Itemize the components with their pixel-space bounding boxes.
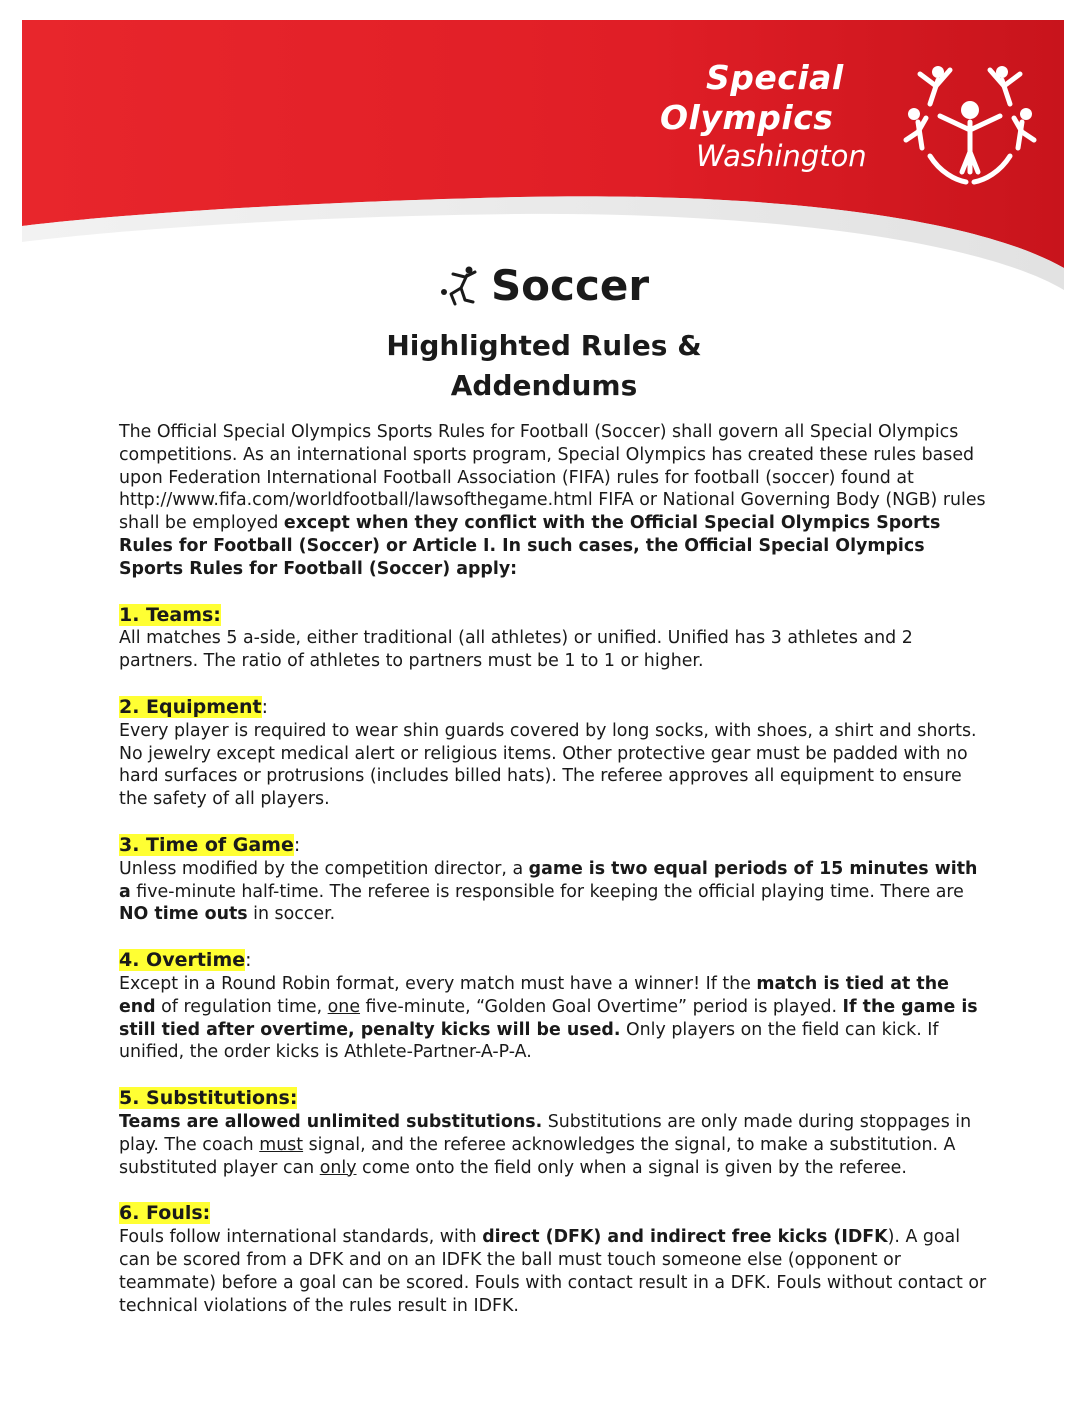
body-text: come onto the field only when a signal is given by the referee.: [356, 1157, 907, 1178]
soccer-player-icon: [439, 264, 481, 308]
body-bold: Teams are allowed unlimited substitutions.: [119, 1111, 543, 1132]
intro-paragraph: [119, 421, 989, 581]
section-body: [119, 973, 989, 1064]
body-text: of regulation time,: [155, 996, 328, 1017]
body-text: Substitutions are only made during stoppages in play. The coach: [119, 1111, 972, 1155]
heading-colon: :: [293, 833, 301, 856]
subtitle-line-1: Highlighted Rules &: [386, 329, 702, 362]
section-equipment: [119, 696, 989, 811]
subtitle-line-2: Addendums: [450, 369, 638, 402]
page-title: [439, 256, 649, 316]
section-heading: 1. Teams:: [119, 603, 221, 626]
section-heading: 5. Substitutions:: [119, 1087, 298, 1110]
special-olympics-logo-icon: [900, 52, 1040, 192]
section-time-of-game: [119, 834, 989, 926]
body-text: Unless modified by the competition director, a: [119, 858, 529, 879]
section-body: [119, 1226, 989, 1317]
body-text: five-minute half-time. The referee is responsible for keeping the official playing time. There are: [130, 881, 964, 902]
intro-bold: except when they conflict with the Official Special Olympics Sports Rules for Football (Soccer) or Article I. In such cases, the Official Special Olympics Sports Rules for Football (Soccer) apply:: [119, 513, 941, 579]
body-bold: match is tied at the end: [119, 973, 949, 1017]
subtitle: [0, 326, 1088, 406]
section-overtime: [119, 949, 989, 1064]
rules-content: [119, 421, 989, 1317]
body-underline: one: [327, 996, 361, 1017]
section-teams: [119, 604, 989, 673]
intro-text: The Official Special Olympics Sports Rules for Football (Soccer) shall govern all Special Olympics competitions. As an international sports program, Special Olympics has created these rules based upon Federation International Football Association (FIFA) rules for football (soccer) found at http://www.fifa.com/worldfootball/lawsofthegame.html FIFA or National Governing Body (NGB) rules shall be employed: [119, 422, 986, 534]
section-body: [119, 1111, 989, 1179]
logo-line-special: Special: [706, 58, 844, 97]
section-body: [119, 858, 989, 926]
section-body: Every player is required to wear shin guards covered by long socks, with shoes, a shirt and shorts. No jewelry except medical alert or religious items. Other protective gear must be padded with no hard surfaces or protrusions (includes billed hats). The referee approves all equipment to ensure the safety of all players.: [119, 720, 977, 810]
body-text: in soccer.: [247, 904, 336, 925]
logo-line-washington: Washington: [696, 139, 867, 173]
section-heading: 3. Time of Game: [119, 833, 294, 856]
logo-line-olympics: Olympics: [660, 98, 834, 137]
organization-logo-text: [660, 58, 880, 174]
section-heading: 2. Equipment: [119, 695, 262, 718]
body-underline: only: [319, 1157, 357, 1178]
section-heading: 4. Overtime: [119, 949, 246, 972]
body-text: signal, and the referee acknowledges the signal, to make a substitution. A substituted player can: [119, 1134, 956, 1178]
body-text: five-minute, “Golden Goal Overtime” period is played.: [360, 996, 843, 1017]
heading-colon: :: [261, 695, 268, 718]
body-bold: NO time outs: [119, 904, 248, 925]
body-bold: direct (DFK) and indirect free kicks (IDFK: [482, 1227, 888, 1248]
title-text: Soccer: [490, 261, 650, 310]
section-body: All matches 5 a-side, either traditional (all athletes) or unified. Unified has 3 athletes and 2 partners. The ratio of athletes to partners must be 1 to 1 or higher.: [119, 628, 913, 672]
body-text: ). A goal can be scored from a DFK and on an IDFK the ball must touch someone else (opponent or teammate) before a goal can be scored. Fouls with contact result in a DFK. Fouls without contact or technical violations of the rules result in IDFK.: [119, 1227, 987, 1316]
body-text: Fouls follow international standards, with: [119, 1227, 483, 1248]
title-block: [0, 256, 1088, 316]
body-text: Except in a Round Robin format, every match must have a winner! If the: [119, 973, 757, 994]
section-fouls: [119, 1202, 989, 1317]
body-text: Only players on the field can kick. If unified, the order kicks is Athlete-Partner-A-P-A.: [119, 1019, 939, 1063]
section-substitutions: [119, 1087, 989, 1179]
body-bold: game is two equal periods of 15 minutes with a: [119, 858, 978, 902]
body-bold: If the game is still tied after overtime, penalty kicks will be used.: [119, 996, 978, 1040]
body-underline: must: [259, 1134, 304, 1155]
section-heading: 6. Fouls:: [119, 1202, 211, 1225]
heading-colon: :: [245, 949, 252, 972]
